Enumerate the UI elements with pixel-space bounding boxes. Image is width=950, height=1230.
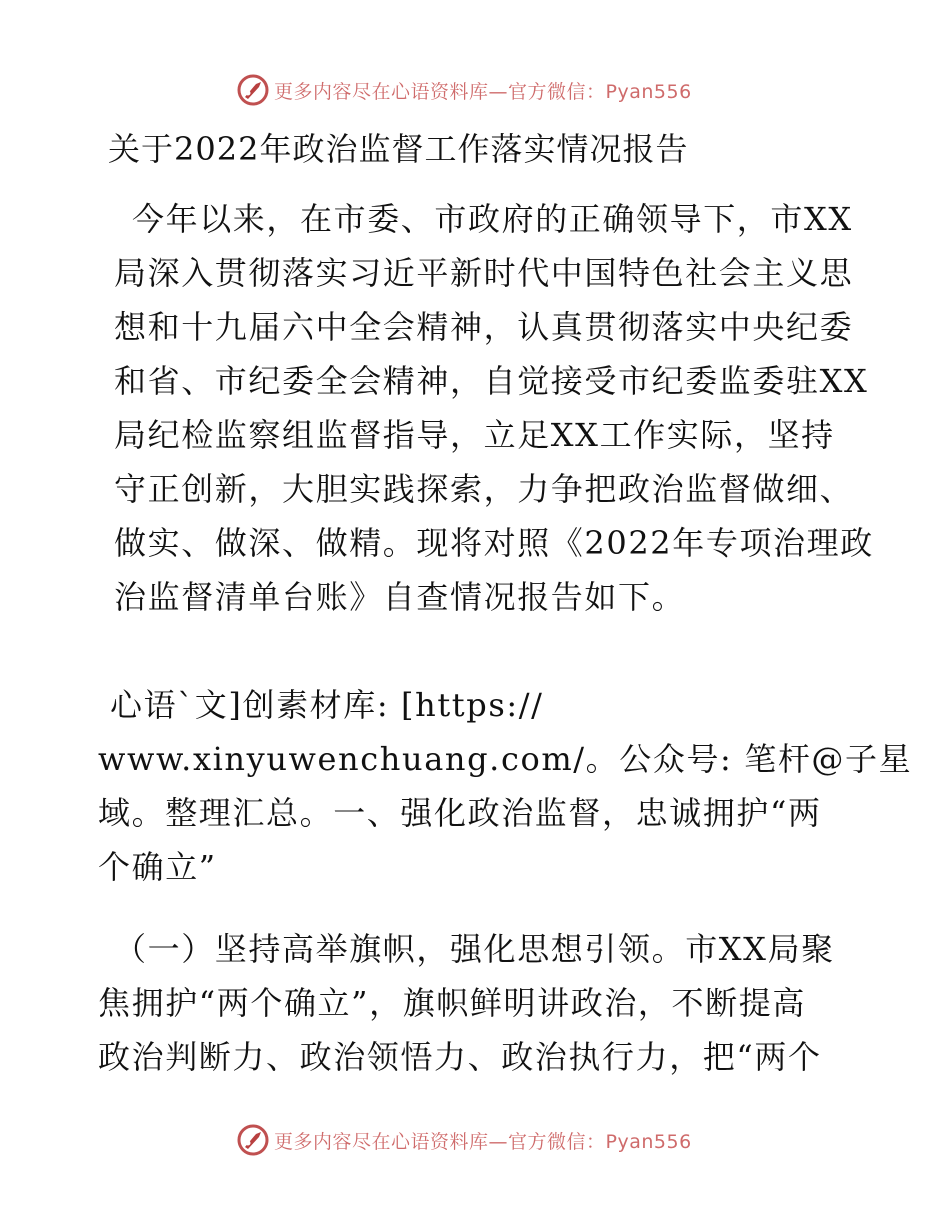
watermark-text: 更多内容尽在心语资料库—官方微信：Pyan556 [274,1130,692,1153]
text-line: 和省、市纪委全会精神，自觉接受市纪委监委驻XX [114,362,869,400]
document-title: 关于2022年政治监督工作落实情况报告 [108,130,689,168]
text-line: 局纪检监察组监督指导，立足XX工作实际，坚持 [114,416,835,454]
header-watermark [236,73,692,107]
text-line: 政治判断力、政治领悟力、政治执行力，把“两个 [98,1038,822,1076]
footer-watermark [236,1123,692,1157]
text-line: 个确立” [98,848,217,886]
text-line: 心语`文]创素材库: [https:// [110,686,544,724]
paragraph-source-note [98,678,913,894]
text-line: 做实、做深、做精。现将对照《2022年专项治理政 [114,524,874,562]
text-line: 焦拥护“两个确立”，旗帜鲜明讲政治，不断提高 [98,984,806,1022]
quill-logo-icon [236,1123,270,1157]
text-line: 治监督清单台账》自查情况报告如下。 [114,578,686,616]
text-line: （一）坚持高举旗帜，强化思想引领。市XX局聚 [114,930,835,968]
text-line: 想和十九届六中全会精神，认真贯彻落实中央纪委 [114,308,854,346]
text-line: 局深入贯彻落实习近平新时代中国特色社会主义思 [114,254,854,292]
text-line: 域。整理汇总。一、强化政治监督，忠诚拥护“两 [98,794,822,832]
text-line: 今年以来，在市委、市政府的正确领导下，市XX [132,200,853,238]
text-line: www.xinyuwenchuang.com/。公众号: 笔杆@子星 [98,740,913,778]
text-line: 守正创新，大胆实践探索，力争把政治监督做细、 [114,470,854,508]
watermark-text: 更多内容尽在心语资料库—官方微信：Pyan556 [274,80,692,103]
paragraph-intro [98,192,874,624]
quill-logo-icon [236,73,270,107]
paragraph-section-one [98,922,858,1084]
